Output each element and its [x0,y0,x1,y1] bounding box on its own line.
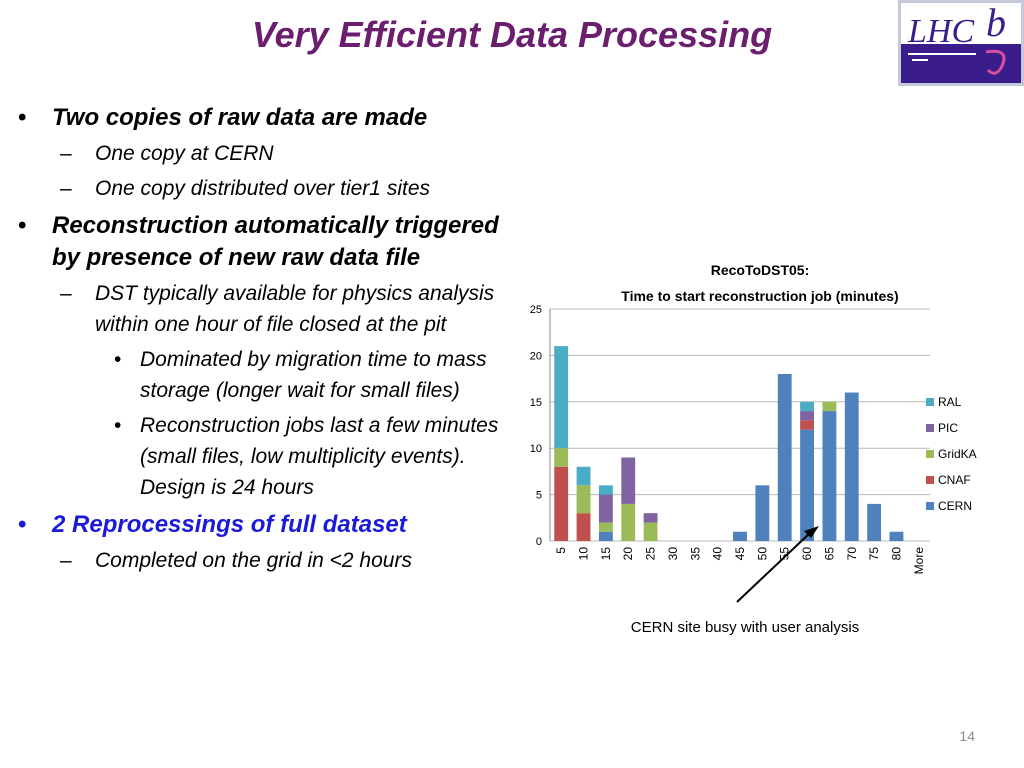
y-tick-label: 15 [529,396,542,409]
bar-segment-cern [599,532,613,541]
bar-segment-cern [822,411,836,541]
bar-segment-gridka [621,504,635,541]
bullet-text: 2 Reprocessings of full dataset [52,511,407,538]
bar-segment-cern [890,532,904,541]
legend-label: CERN [938,499,973,513]
bullet-item [12,173,502,204]
stacked-bar-chart [505,250,985,650]
x-tick-label: 35 [688,547,703,561]
x-tick-label: 55 [777,547,792,561]
y-tick-label: 0 [535,536,542,548]
x-tick-label: 80 [889,547,904,561]
legend-swatch-ral [926,398,934,406]
x-tick-label: More [911,547,926,575]
bar-segment-cern [800,430,814,541]
bullet-item [12,102,502,134]
x-tick-label: 60 [800,547,815,561]
bar-segment-pic [621,457,635,503]
x-tick-label: 20 [621,547,636,561]
x-tick-label: 45 [733,547,747,561]
annotation-arrow [737,532,811,602]
bullet-dot-icon: • [18,104,27,131]
bullet-text: Two copies of raw data are made [52,104,428,131]
bullet-list [12,96,502,576]
bullet-item [12,410,502,503]
bullet-text: Reconstruction jobs last a few minutes (small files, low multiplicity events). Design is 24 hours [140,414,499,499]
bullet-dot-icon: • [114,414,122,437]
x-tick-label: 30 [665,547,680,561]
x-tick-label: 75 [867,547,882,561]
x-tick-label: 10 [576,547,591,561]
bullet-text: Dominated by migration time to mass storage (longer wait for small files) [140,348,487,402]
bar-segment-gridka [822,402,836,411]
bar-segment-ral [599,485,613,494]
bar-segment-cern [778,374,792,541]
legend-swatch-cern [926,502,934,510]
lhcb-logo [898,0,1024,86]
bullet-item [12,210,502,274]
bar-segment-cnaf [554,467,568,541]
x-tick-label: 40 [710,547,725,561]
legend-label: CNAF [938,473,971,487]
y-tick-label: 20 [529,350,542,363]
bar-segment-cnaf [800,420,814,429]
x-tick-label: 5 [554,547,569,554]
chart-title-line2: Time to start reconstruction job (minutes) [621,288,899,304]
bar-segment-gridka [554,448,568,467]
bullet-item [12,344,502,406]
bullet-dot-icon: • [114,348,122,371]
bar-segment-cern [733,532,747,541]
bar-segment-cern [845,393,859,541]
bullet-dot-icon: • [18,511,27,538]
dash-bullet-icon: – [60,142,72,165]
annotation-text: CERN site busy with user analysis [630,619,860,636]
dash-bullet-icon: – [60,177,72,200]
x-tick-label: 65 [822,547,837,561]
legend-swatch-gridka [926,450,934,458]
bullet-item [12,278,502,340]
bullet-text: One copy at CERN [95,142,274,165]
bar-segment-pic [599,495,613,523]
legend-label: GridKA [938,447,977,461]
y-tick-label: 10 [529,443,542,456]
bar-segment-ral [577,467,591,486]
bullet-item [12,545,502,576]
bar-segment-gridka [599,522,613,531]
bullet-text: One copy distributed over tier1 sites [95,177,430,200]
x-tick-label: 70 [844,547,859,561]
x-tick-label: 25 [643,547,658,561]
bullet-text: Completed on the grid in <2 hours [95,549,412,572]
bar-segment-gridka [577,485,591,513]
y-tick-label: 5 [535,489,542,502]
legend-swatch-cnaf [926,476,934,484]
bar-segment-pic [644,513,658,522]
svg-text:b: b [986,0,1006,45]
bar-segment-pic [800,411,814,420]
bullet-dot-icon: • [18,212,27,239]
bullet-text: Reconstruction automatically triggered by presence of new raw data file [52,212,499,271]
chart-title-line1: RecoToDST05: [710,262,810,278]
svg-text:LHC: LHC [908,13,975,50]
bullet-item [12,509,502,541]
x-tick-label: 50 [755,547,770,561]
bar-segment-cern [867,504,881,541]
bar-segment-ral [800,402,814,411]
bar-segment-cern [755,485,769,541]
legend-label: PIC [938,421,959,435]
bullet-text: DST typically available for physics analysis within one hour of file closed at the pit [95,282,495,336]
legend-swatch-pic [926,424,934,432]
bar-segment-cnaf [577,513,591,541]
dash-bullet-icon: – [60,282,72,305]
legend-label: RAL [938,395,962,409]
bar-segment-ral [554,346,568,448]
x-tick-label: 15 [598,547,613,561]
y-tick-label: 25 [529,304,542,316]
bar-segment-gridka [644,522,658,541]
dash-bullet-icon: – [60,549,72,572]
slide-title: Very Efficient Data Processing [251,14,773,55]
bullet-item [12,138,502,169]
page-number: 14 [959,728,975,744]
